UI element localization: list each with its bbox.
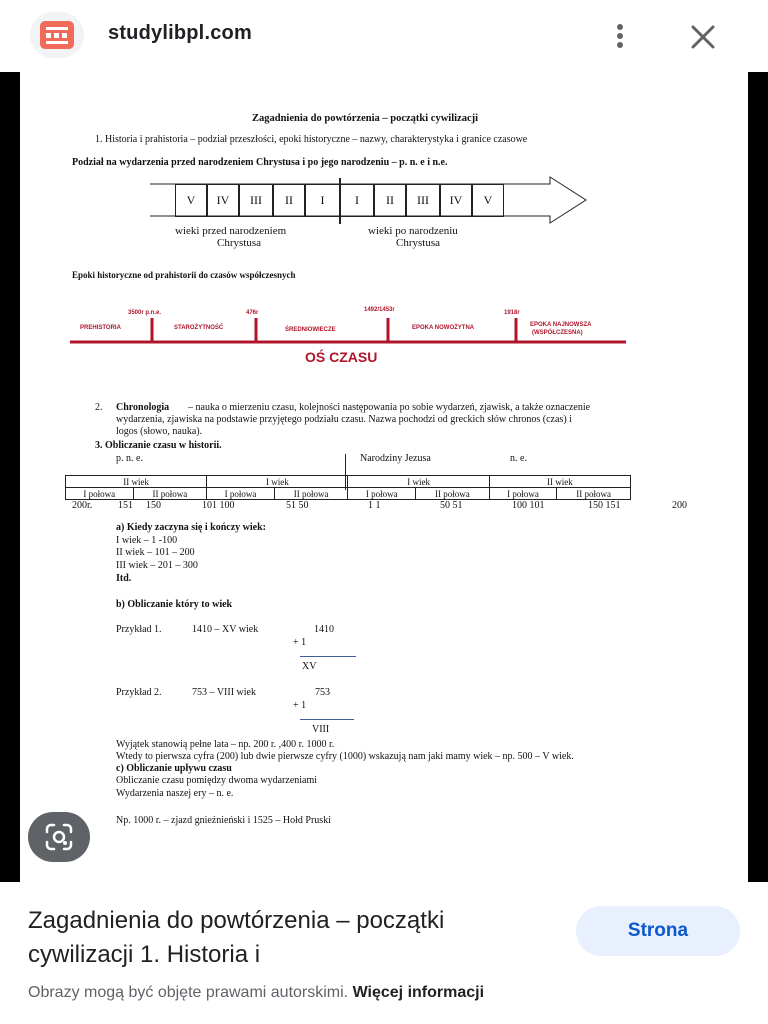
rule-text: Wtedy to pierwsza cyfra (200) lub dwie pierwsze cyfry (1000) wskazują nam jaki mamy wiek – np. 500 – V wiek.: [116, 751, 574, 762]
example-1-text: 1410 – XV wiek: [192, 624, 259, 635]
item-2-line: wydarzenia, zjawiska na podstawie przyjętego podziału czasu. Nazwa pochodzi od greckich słów chronos (czas) i: [116, 414, 572, 425]
epoch-date: 1492/1453r: [364, 307, 395, 313]
epoch-date: 3500r p.n.e.: [128, 310, 162, 316]
year-label: 150: [146, 500, 161, 511]
item-3: 3. Obliczanie czasu w historii.: [95, 440, 222, 451]
table-cell: II połowa: [133, 488, 207, 500]
example-1-plus: + 1: [293, 637, 307, 648]
epoch-name: ŚREDNIOWIECZE: [285, 327, 336, 333]
table-cell: I wiek: [207, 476, 348, 488]
example-2-text: 753 – VIII wiek: [192, 687, 256, 698]
table-cell: II wiek: [66, 476, 207, 488]
section-c-line: Wydarzenia naszej ery – n. e.: [116, 788, 234, 799]
epoch-name: STAROŻYTNOŚĆ: [174, 325, 224, 331]
centuries-table: [65, 475, 631, 500]
year-label: 200r.: [72, 500, 93, 511]
section-a-line: I wiek – 1 -100: [116, 535, 178, 546]
more-info-link[interactable]: Więcej informacji: [352, 984, 485, 1001]
example-1-result: XV: [302, 661, 317, 672]
axis-label: OŚ CZASU: [305, 349, 378, 365]
arrow-cell: IV: [207, 184, 239, 217]
epoch-date: 1918r: [504, 310, 520, 316]
year-label: 50 51: [440, 500, 463, 511]
year-label: 200: [672, 500, 687, 511]
table-cell: I połowa: [489, 488, 557, 500]
arrow-cell: I: [305, 184, 340, 217]
epoch-name: (WSPÓŁCZESNA): [532, 330, 583, 336]
table-cell: II połowa: [557, 488, 631, 500]
google-lens-icon[interactable]: [28, 812, 90, 862]
example-2-result: VIII: [312, 724, 330, 735]
table-cell: II połowa: [416, 488, 490, 500]
ad-label: wieki po narodzeniu: [368, 225, 458, 237]
table-cell: II połowa: [274, 488, 348, 500]
more-vert-icon[interactable]: [610, 22, 630, 50]
example-2-plus: + 1: [293, 700, 307, 711]
year-label: 150 151: [588, 500, 621, 511]
arrow-cell: III: [406, 184, 440, 217]
result-title[interactable]: Zagadnienia do powtórzenia – początki cywilizacji 1. Historia i: [28, 907, 445, 968]
example-1-label: Przykład 1.: [116, 624, 162, 635]
bc-label: wieki przed narodzeniem: [175, 225, 287, 237]
copyright-notice: [28, 984, 484, 1002]
ad-label: Chrystusa: [396, 237, 440, 249]
close-icon[interactable]: [688, 22, 718, 52]
item-2-line: logos (słowo, nauka).: [116, 426, 203, 437]
result-panel: [0, 882, 768, 1024]
epoch-date: 476r: [246, 310, 259, 316]
section-c-heading: c) Obliczanie upływu czasu: [116, 763, 232, 774]
item-2-number: 2.: [95, 402, 103, 413]
example-2-rule: [300, 719, 354, 720]
example-2-number: 753: [315, 687, 330, 698]
epoch-name: EPOKA NAJNOWSZA: [530, 322, 592, 328]
doc-item-1: 1. Historia i prahistoria – podział przeszłości, epoki historyczne – nazwy, charakterystyka i granice czasowe: [95, 134, 528, 145]
ad-marker: n. e.: [510, 453, 527, 464]
doc-title: Zagadnienia do powtórzenia – początki cywilizacji: [252, 113, 479, 124]
site-url[interactable]: studylibpl.com: [108, 22, 252, 44]
arrow-cell: II: [273, 184, 305, 217]
item-2-line: – nauka o mierzeniu czasu, kolejności następowania po sobie wydarzeń, zjawisk, a także oznaczenie: [188, 402, 591, 413]
bc-marker: p. n. e.: [116, 453, 143, 464]
exception-text: Wyjątek stanowią pełne lata – np. 200 r. ,400 r. 1000 r.: [116, 739, 335, 750]
epoch-name: PREHISTORIA: [80, 325, 121, 331]
arrow-cell: V: [472, 184, 504, 217]
example-1-rule: [300, 656, 356, 657]
year-label: 101 100: [202, 500, 235, 511]
document-image[interactable]: [20, 72, 748, 882]
arrow-cell: IV: [440, 184, 472, 217]
section-c-line: Obliczanie czasu pomiędzy dwoma wydarzeniami: [116, 775, 318, 786]
arrow-cell: III: [239, 184, 273, 217]
year-label: 151: [118, 500, 133, 511]
birth-marker: Narodziny Jezusa: [360, 453, 431, 464]
visit-page-button[interactable]: Strona: [576, 906, 740, 956]
section-a-heading: a) Kiedy zaczyna się i kończy wiek:: [116, 522, 266, 533]
arrow-cell: II: [374, 184, 406, 217]
epoch-name: EPOKA NOWOŻYTNA: [412, 325, 475, 331]
example-np: Np. 1000 r. – zjazd gnieźnieński i 1525 – Hołd Pruski: [116, 815, 331, 826]
table-cell: I połowa: [348, 488, 416, 500]
year-label: 1 1: [368, 500, 381, 511]
year-label: 51 50: [286, 500, 309, 511]
table-cell: II wiek: [489, 476, 630, 488]
division-heading: Podział na wydarzenia przed narodzeniem Chrystusa i po jego narodzeniu – p. n. e i n.e.: [72, 157, 448, 168]
section-a-line: III wiek – 201 – 300: [116, 560, 198, 571]
example-1-number: 1410: [314, 624, 334, 635]
arrow-cell: I: [340, 184, 374, 217]
top-bar: [0, 0, 768, 72]
table-cell: I połowa: [207, 488, 275, 500]
year-label: 100 101: [512, 500, 545, 511]
copyright-text: Obrazy mogą być objęte prawami autorskimi.: [28, 984, 349, 1001]
section-a-line: II wiek – 101 – 200: [116, 547, 195, 558]
studylib-logo-icon[interactable]: [30, 12, 84, 58]
section-a-line: Itd.: [116, 573, 132, 584]
table-cell: I wiek: [348, 476, 489, 488]
section-b-heading: b) Obliczanie który to wiek: [116, 599, 233, 610]
epochs-heading: Epoki historyczne od prahistorii do czasów współczesnych: [72, 270, 296, 280]
arrow-cell: V: [175, 184, 207, 217]
table-cell: I połowa: [66, 488, 134, 500]
example-2-label: Przykład 2.: [116, 687, 162, 698]
bc-label: Chrystusa: [217, 237, 261, 249]
item-2-term: Chronologia: [116, 402, 170, 413]
